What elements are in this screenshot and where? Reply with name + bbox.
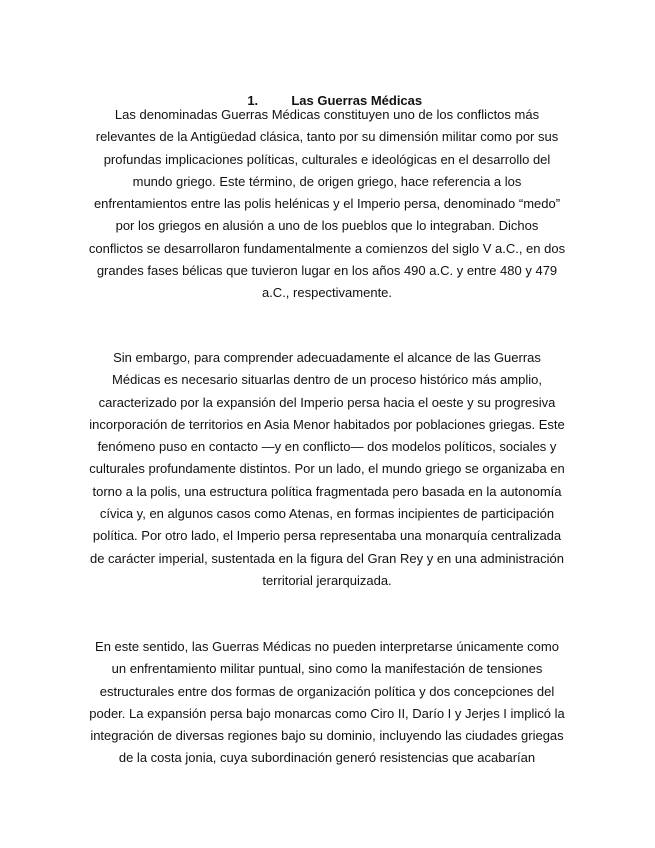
text-line: por los griegos en alusión a uno de los pueblos que lo integraban. Dichos (115, 218, 539, 234)
text-line: relevantes de la Antigüedad clásica, tanto por su dimensión militar como por sus (95, 129, 559, 145)
text-line: Sin embargo, para comprender adecuadamente el alcance de las Guerras (113, 350, 541, 365)
text-line: mundo griego. Este término, de origen griego, hace referencia a los (132, 173, 522, 189)
text-line: profundas implicaciones políticas, culturales e ideológicas en el desarrollo del (103, 151, 551, 167)
paragraph-2 (88, 347, 566, 592)
text-line: torno a la polis, una estructura política fragmentada pero basada en la autonomía (92, 483, 562, 499)
text-line: estructurales entre dos formas de organización política y dos concepciones del (99, 683, 555, 699)
paragraph-1 (88, 104, 566, 305)
text-line: de carácter imperial, sustentada en la figura del Gran Rey y en una administración (89, 550, 565, 566)
text-line: conflictos se desarrollaron fundamentalmente a comienzos del siglo V a.C., en dos (88, 240, 566, 256)
text-line: incorporación de territorios en Asia Menor habitados por poblaciones griegas. Este (89, 416, 565, 432)
text-line: un enfrentamiento militar puntual, sino como la manifestación de tensiones (111, 661, 543, 677)
text-line: territorial jerarquizada. (262, 572, 392, 588)
paragraph-3 (88, 636, 566, 770)
text-line: a.C., respectivamente. (261, 285, 393, 301)
text-line: de la costa jonia, cuya subordinación generó resistencias que acabarían (118, 750, 536, 766)
text-line: integración de diversas regiones bajo su dominio, incluyendo las ciudades griegas (90, 728, 564, 744)
text-line: Médicas es necesario situarlas dentro de un proceso histórico más amplio, (112, 372, 542, 388)
text-line: fenómeno puso en contacto —y en conflicto— dos modelos políticos, sociales y (97, 439, 557, 455)
text-line: culturales profundamente distintos. Por un lado, el mundo griego se organizaba en (89, 461, 565, 477)
text-line: enfrentamientos entre las polis helénicas y el Imperio persa, denominado “medo” (93, 196, 561, 212)
text-line: cívica y, en algunos casos como Atenas, en formas incipientes de participación (99, 506, 555, 522)
text-line: poder. La expansión persa bajo monarcas como Ciro II, Darío I y Jerjes I implicó la (89, 705, 565, 721)
text-line: Las denominadas Guerras Médicas constituyen uno de los conflictos más (114, 107, 540, 122)
text-line: caracterizado por la expansión del Imperio persa hacia el oeste y su progresiva (98, 394, 556, 410)
text-line: política. Por otro lado, el Imperio persa representaba una monarquía centralizada (92, 528, 562, 544)
section-number: 1. (247, 93, 259, 108)
text-line: grandes fases bélicas que tuvieron lugar en los años 490 a.C. y entre 480 y 479 (96, 263, 558, 279)
text-line: En este sentido, las Guerras Médicas no pueden interpretarse únicamente como (95, 639, 559, 654)
section-title: Las Guerras Médicas (291, 93, 423, 108)
